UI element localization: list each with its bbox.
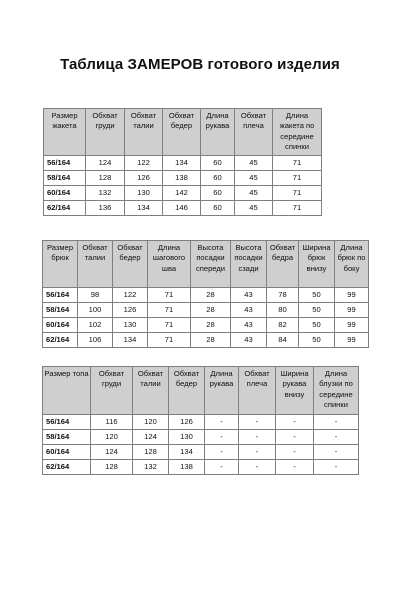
table-cell: 28: [191, 303, 231, 318]
header-cell: Обхват талии: [125, 109, 163, 156]
header-cell: Обхват талии: [133, 367, 169, 415]
table-cell: 134: [169, 445, 205, 460]
table-cell: 50: [299, 333, 335, 348]
table-cell: 138: [169, 460, 205, 475]
header-cell: Высота посадки сзади: [231, 241, 267, 288]
table-cell: 120: [91, 430, 133, 445]
table-row: [43, 415, 359, 430]
table-cell: 128: [133, 445, 169, 460]
table-cell: 45: [235, 201, 273, 216]
header-cell: Обхват талии: [78, 241, 113, 288]
table-cell: 124: [91, 445, 133, 460]
table-row: [43, 318, 369, 333]
header-cell: Длина жакета по середине спинки: [273, 109, 322, 156]
table-header-row: [44, 109, 322, 156]
table-row: [43, 288, 369, 303]
table-cell: 138: [163, 171, 201, 186]
header-cell: Обхват плеча: [235, 109, 273, 156]
table-row: [44, 201, 322, 216]
header-cell: Обхват груди: [86, 109, 125, 156]
header-cell: Длина брюк по боку: [335, 241, 369, 288]
table-cell: -: [276, 445, 314, 460]
table-cell: -: [205, 430, 239, 445]
table-cell: 50: [299, 318, 335, 333]
table-cell: -: [276, 430, 314, 445]
header-cell: Длина шагового шва: [148, 241, 191, 288]
table-cell: 116: [91, 415, 133, 430]
header-cell: Обхват бедер: [169, 367, 205, 415]
table-cell: -: [276, 460, 314, 475]
table-cell: 45: [235, 186, 273, 201]
header-cell: Размер жакета: [44, 109, 86, 156]
size-cell: 62/164: [43, 460, 91, 475]
table-cell: -: [205, 460, 239, 475]
table-row: [44, 156, 322, 171]
table-cell: 43: [231, 303, 267, 318]
header-cell: Обхват груди: [91, 367, 133, 415]
header-cell: Высота посадки спереди: [191, 241, 231, 288]
table-cell: 99: [335, 303, 369, 318]
size-cell: 56/164: [44, 156, 86, 171]
table-cell: 126: [169, 415, 205, 430]
table-cell: 28: [191, 288, 231, 303]
table-cell: 146: [163, 201, 201, 216]
table-cell: 71: [148, 288, 191, 303]
table-cell: 100: [78, 303, 113, 318]
table-cell: 122: [113, 288, 148, 303]
table-cell: -: [239, 415, 276, 430]
table-cell: 126: [125, 171, 163, 186]
table-cell: 45: [235, 171, 273, 186]
table-cell: 134: [163, 156, 201, 171]
header-cell: Размер брюк: [43, 241, 78, 288]
table-cell: -: [239, 445, 276, 460]
table-cell: 60: [201, 156, 235, 171]
header-cell: Ширина рукава внизу: [276, 367, 314, 415]
size-cell: 60/164: [44, 186, 86, 201]
table-cell: -: [239, 430, 276, 445]
table-cell: 71: [273, 171, 322, 186]
table-cell: 124: [133, 430, 169, 445]
table-row: [43, 445, 359, 460]
table-cell: 45: [235, 156, 273, 171]
trousers-size-table: [42, 240, 369, 348]
table-cell: 124: [86, 156, 125, 171]
header-cell: Длина рукава: [205, 367, 239, 415]
table-cell: 120: [133, 415, 169, 430]
table-cell: 102: [78, 318, 113, 333]
header-cell: Обхват плеча: [239, 367, 276, 415]
size-cell: 56/164: [43, 288, 78, 303]
table-cell: 28: [191, 318, 231, 333]
header-cell: Длина рукава: [201, 109, 235, 156]
table-row: [43, 430, 359, 445]
table-header-row: [43, 241, 369, 288]
table-row: [43, 333, 369, 348]
table-row: [44, 186, 322, 201]
table-cell: 99: [335, 288, 369, 303]
table-cell: 71: [273, 201, 322, 216]
table-cell: 130: [169, 430, 205, 445]
table-cell: 71: [273, 186, 322, 201]
table-cell: 50: [299, 288, 335, 303]
table-cell: 128: [86, 171, 125, 186]
table-cell: 130: [125, 186, 163, 201]
jacket-size-table: [43, 108, 322, 216]
table-cell: 106: [78, 333, 113, 348]
table-cell: 84: [267, 333, 299, 348]
table-cell: 98: [78, 288, 113, 303]
page-title: Таблица ЗАМЕРОВ готового изделия: [60, 56, 340, 73]
table-cell: 60: [201, 201, 235, 216]
table-cell: 71: [148, 333, 191, 348]
table-cell: 50: [299, 303, 335, 318]
table-cell: 43: [231, 288, 267, 303]
table-cell: 43: [231, 318, 267, 333]
table-cell: 99: [335, 318, 369, 333]
size-cell: 60/164: [43, 445, 91, 460]
table-cell: -: [314, 445, 359, 460]
size-cell: 58/164: [43, 303, 78, 318]
table-cell: -: [239, 460, 276, 475]
table-cell: 142: [163, 186, 201, 201]
size-cell: 62/164: [44, 201, 86, 216]
table-cell: -: [276, 415, 314, 430]
table-cell: 122: [125, 156, 163, 171]
table-header-row: [43, 367, 359, 415]
table-cell: 134: [113, 333, 148, 348]
table-cell: 71: [148, 303, 191, 318]
header-cell: Ширина брюк внизу: [299, 241, 335, 288]
table-cell: 80: [267, 303, 299, 318]
table-cell: -: [205, 445, 239, 460]
size-cell: 58/164: [43, 430, 91, 445]
header-cell: Обхват бедер: [163, 109, 201, 156]
table-cell: 78: [267, 288, 299, 303]
table-cell: 43: [231, 333, 267, 348]
header-cell: Длина блузки по середине спинки: [314, 367, 359, 415]
table-cell: 132: [86, 186, 125, 201]
table-cell: 99: [335, 333, 369, 348]
table-row: [44, 171, 322, 186]
header-cell: Обхват бедер: [113, 241, 148, 288]
table-cell: -: [205, 415, 239, 430]
top-size-table: [42, 366, 359, 475]
table-cell: 28: [191, 333, 231, 348]
table-cell: 132: [133, 460, 169, 475]
table-cell: 128: [91, 460, 133, 475]
table-row: [43, 303, 369, 318]
size-cell: 62/164: [43, 333, 78, 348]
table-cell: 71: [148, 318, 191, 333]
table-cell: 136: [86, 201, 125, 216]
size-cell: 60/164: [43, 318, 78, 333]
table-cell: 126: [113, 303, 148, 318]
table-cell: 60: [201, 186, 235, 201]
table-row: [43, 460, 359, 475]
size-cell: 56/164: [43, 415, 91, 430]
table-cell: 82: [267, 318, 299, 333]
table-cell: -: [314, 430, 359, 445]
table-cell: 71: [273, 156, 322, 171]
table-cell: -: [314, 460, 359, 475]
header-cell: Обхват бедра: [267, 241, 299, 288]
table-cell: 60: [201, 171, 235, 186]
table-cell: 130: [113, 318, 148, 333]
table-cell: -: [314, 415, 359, 430]
header-cell: Размер топа: [43, 367, 91, 415]
size-cell: 58/164: [44, 171, 86, 186]
table-cell: 134: [125, 201, 163, 216]
